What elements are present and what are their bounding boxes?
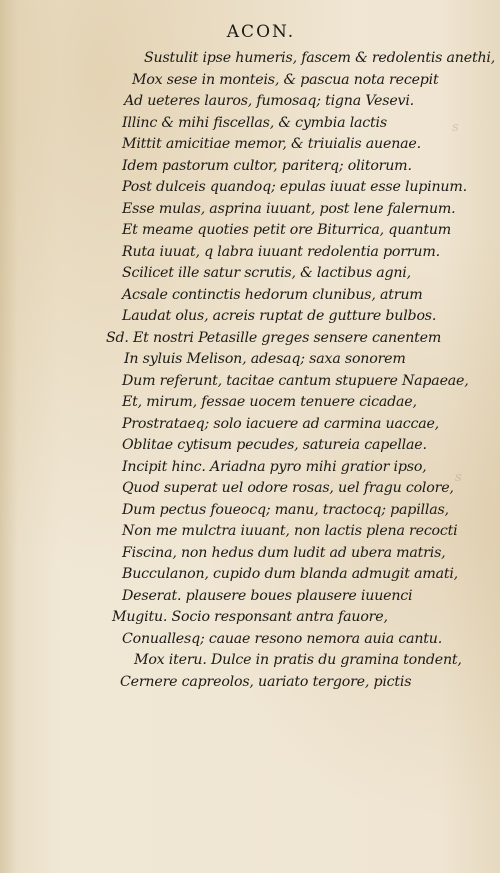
verse-line: Non me mulctra iuuant, non lactis plena recocti — [122, 523, 458, 539]
verse-line: Idem pastorum cultor, pariterq; olitorum. — [122, 157, 412, 174]
verse-line: Mittit amicitiae memor, & triuialis auenae. — [122, 136, 421, 152]
verse-line: Laudat olus, acreis ruptat de gutture bulbos. — [122, 308, 437, 324]
verse-line: Acsale continctis hedorum clunibus, atrum — [122, 286, 423, 303]
verse-line: Ruta iuuat, q labra iuuant redolentia porrum. — [122, 243, 440, 260]
verse-line: Mugitu. Socio responsant antra fauore, — [112, 609, 388, 625]
verse-line: Dum referunt, tacitae cantum stupuere Napaeae, — [122, 372, 469, 389]
verse-line: Et meame quoties petit ore Biturrica, quantum — [122, 222, 452, 238]
verse-line: Dum pectus foueocq; manu, tractocq; papillas, — [122, 501, 449, 518]
verse-line: Sustulit ipse humeris, fascem & redolentis anethi, — [144, 50, 496, 66]
verse-line: Illinc & mihi fiscellas, & cymbia lactis — [122, 114, 387, 131]
verse-line: Scilicet ille satur scrutis, & lactibus agni, — [122, 265, 411, 281]
verse-line: Esse mulas, asprina iuuant, post lene falernum. — [122, 200, 456, 217]
verse-line: Deserat. plausere boues plausere iuuenci — [122, 587, 413, 604]
bleed-through-text: s — [452, 120, 459, 135]
verse-line: Prostrataeq; solo iacuere ad carmina uaccae, — [122, 415, 439, 432]
verse-line: Quod superat uel odore rosas, uel fragu colore, — [122, 480, 454, 496]
running-head: ACON. — [226, 22, 296, 42]
verse-line: Bucculanon, cupido dum blanda admugit amati, — [122, 566, 458, 582]
verse-line: Conuallesq; cauae resono nemora auia cantu. — [122, 630, 443, 647]
verse-line: Incipit hinc. Ariadna pyro mihi gratior ipso, — [122, 458, 427, 475]
verse-line: Post dulceis quandoq; epulas iuuat esse lupinum. — [122, 179, 467, 195]
verse-line: Mox iteru. Dulce in pratis du gramina tondent, — [134, 652, 462, 668]
verse-line: Fiscina, non hedus dum ludit ad ubera matris, — [122, 544, 446, 561]
verse-line: Sd. Et nostri Petasille greges sensere canentem — [106, 329, 442, 346]
verse-line: In syluis Melison, adesaq; saxa sonorem — [124, 351, 406, 367]
bleed-through-text: s — [455, 470, 462, 485]
verse-line: Cernere capreolos, uariato tergore, pictis — [120, 673, 412, 690]
verse-line: Et, mirum, fessae uocem tenuere cicadae, — [122, 394, 417, 410]
verse-line: Mox sese in monteis, & pascua nota recepit — [132, 71, 439, 88]
verse-line: Oblitae cytisum pecudes, satureia capellae. — [122, 437, 427, 453]
verse-lines — [0, 48, 500, 693]
verse-line: Ad ueteres lauros, fumosaq; tigna Vesevi. — [124, 93, 414, 109]
